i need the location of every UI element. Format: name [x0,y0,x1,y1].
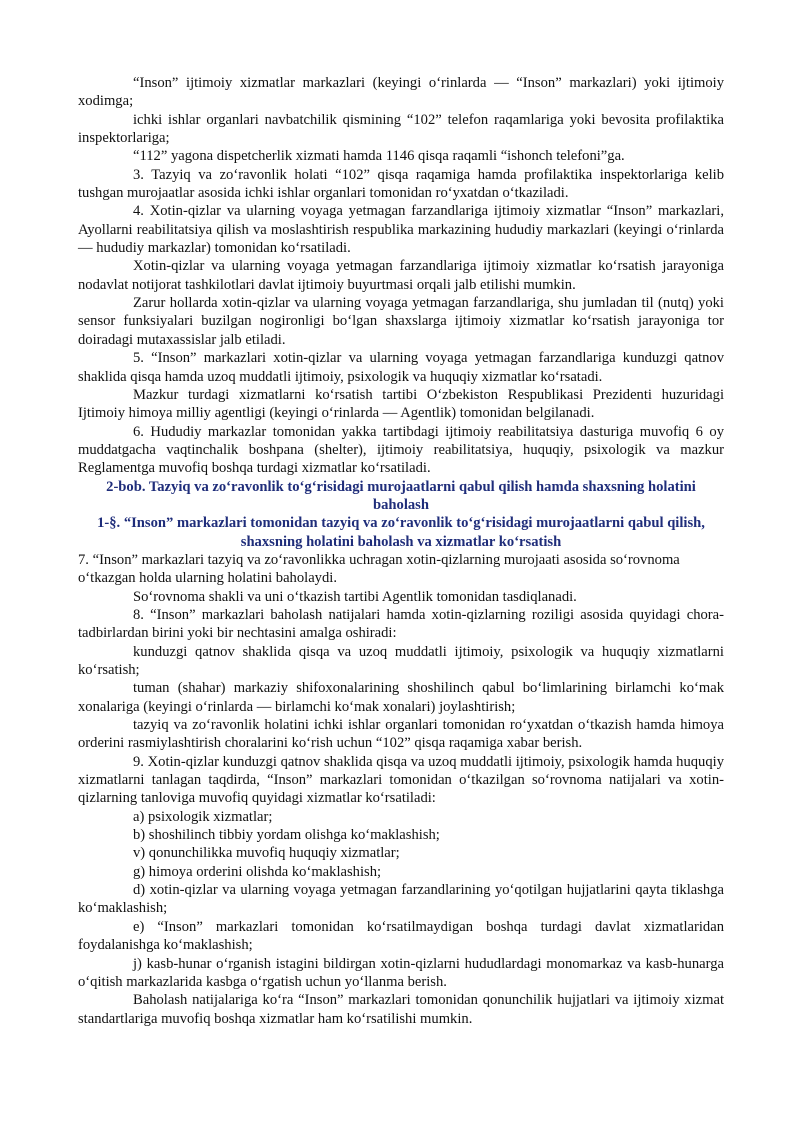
paragraph: 3. Tazyiq va zoʻravonlik holati “102” qisqa raqamiga hamda profilaktika inspektorlariga kelib tushgan murojaatlar asosida ichki ishlar organlari tomonidan roʻyxatdan oʻtkaziladi. [78,166,724,202]
paragraph: 9. Xotin-qizlar kunduzgi qatnov shaklida qisqa va uzoq muddatli ijtimoiy, psixologik hamda huquqiy xizmatlarni tanlagan taqdirda, “Inson” markazlari tomonidan oʻtkazilgan soʻrovnoma natijalari va xotin-qizlarning tanloviga muvofiq quyidagi xizmatlar koʻrsatiladi: [78,753,724,807]
list-item: a) psixologik xizmatlar; [133,808,273,825]
paragraph: Soʻrovnoma shakli va uni oʻtkazish tartibi Agentlik tomonidan tasdiqlanadi. [133,588,577,605]
paragraph: Xotin-qizlar va ularning voyaga yetmagan farzandlariga ijtimoiy xizmatlar koʻrsatish jarayoniga nodavlat notijorat tashkilotlari davlat ijtimoiy buyurtmasi orqali jalb etilishi mumkin. [78,258,724,293]
list-item: tuman (shahar) markaziy shifoxonalarining shoshilinch qabul boʻlimlarining birlamchi koʻmak xonalariga (keyingi oʻrinlarda — birlamchi koʻmak xonalari) joylashtirish; [78,680,724,715]
paragraph: Baholash natijalariga koʻra “Inson” markazlari tomonidan qonunchilik hujjatlari va ijtimoiy xizmat standartlariga muvofiq boshqa xizmatlar ham koʻrsatilishi mumkin. [78,992,724,1027]
list-item: d) xotin-qizlar va ularning voyaga yetmagan farzandlarining yoʻqotilgan hujjatlarini qayta tiklashga koʻmaklashish; [78,882,724,917]
list-item: tazyiq va zoʻravonlik holatini ichki ishlar organlari tomonidan roʻyxatdan oʻtkazish hamda himoya orderini rasmiylashtirish choralarini koʻrish uchun “102” qisqa raqamiga xabar berish. [78,717,724,752]
document-page [78,74,724,1028]
paragraph: 8. “Inson” markazlari baholash natijalari hamda xotin-qizlarning roziligi asosida quyidagi chora-tadbirlardan birini yoki bir nechtasini amalga oshiradi: [78,606,724,642]
paragraph: 7. “Inson” markazlari tazyiq va zoʻravonlikka uchragan xotin-qizlarning murojaati asosida soʻrovnoma oʻtkazgan holda ularning holatini baholaydi. [78,551,680,587]
paragraph: “Inson” ijtimoiy xizmatlar markazlari (keyingi oʻrinlarda — “Inson” markazlari) yoki ijtimoiy xodimga; [78,75,724,110]
list-item: j) kasb-hunar oʻrganish istagini bildirgan xotin-qizlarni hududlardagi monomarkaz va kasb-hunarga oʻqitish markazlarida kasbga oʻrgatish uchun yoʻllanma berish. [78,955,724,990]
paragraph: Zarur hollarda xotin-qizlar va ularning voyaga yetmagan farzandlariga, shu jumladan til (nutq) yoki sensor funksiyalari buzilgan nogironligi boʻlgan shaxslarga ijtimoiy xizmatlar koʻrsatish jarayoniga tor doiradagi mutaxassislar jalb etiladi. [78,295,724,348]
list-item: v) qonunchilikka muvofiq huquqiy xizmatlar; [133,845,400,862]
section-heading: 1-§. “Inson” markazlari tomonidan tazyiq va zoʻravonlik toʻgʻrisidagi murojaatlarni qabul qilish, shaxsning holatini baholash va xizmatlar koʻrsatish [97,515,705,550]
paragraph: “112” yagona dispetcherlik xizmati hamda 1146 qisqa raqamli “ishonch telefoni”ga. [133,148,625,165]
list-item: g) himoya orderini olishda koʻmaklashish; [133,863,382,880]
paragraph: ichki ishlar organlari navbatchilik qismining “102” telefon raqamlariga yoki bevosita profilaktika inspektorlariga; [78,111,724,147]
list-item: e) “Inson” markazlari tomonidan koʻrsatilmaydigan boshqa turdagi davlat xizmatlaridan foydalanishga koʻmaklashish; [78,918,724,954]
list-item: kunduzgi qatnov shaklida qisqa va uzoq muddatli ijtimoiy, psixologik va huquqiy xizmatlarni koʻrsatish; [78,643,724,678]
paragraph: 5. “Inson” markazlari xotin-qizlar va ularning voyaga yetmagan farzandlariga kunduzgi qatnov shaklida qisqa hamda uzoq muddatli ijtimoiy, psixologik va huquqiy xizmatlar koʻrsatadi. [78,350,724,385]
paragraph: 4. Xotin-qizlar va ularning voyaga yetmagan farzandlariga ijtimoiy xizmatlar “Inson” markazlari, Ayollarni reabilitatsiya qilish va moslashtirish respublika markazining hududiy markazlari (keyingi oʻrinlarda — hududiy markazlar) tomonidan koʻrsatiladi. [78,203,724,257]
paragraph: Mazkur turdagi xizmatlarni koʻrsatish tartibi Oʻzbekiston Respublikasi Prezidenti huzuridagi Ijtimoiy himoya milliy agentligi (keyingi oʻrinlarda — Agentlik) tomonidan belgilanadi. [78,386,724,422]
paragraph: 6. Hududiy markazlar tomonidan yakka tartibdagi ijtimoiy reabilitatsiya dasturiga muvofiq 6 oy muddatgacha vaqtinchalik boshpana (shelter), ijtimoiy reabilitatsiya, huquqiy, psixologik va mazkur Reglamentga muvofiq boshqa turdagi xizmatlar koʻrsatiladi. [78,423,724,477]
chapter-heading: 2-bob. Tazyiq va zoʻravonlik toʻgʻrisidagi murojaatlarni qabul qilish hamda shaxsning holatini baholash [106,478,696,513]
list-item: b) shoshilinch tibbiy yordam olishga koʻmaklashish; [133,827,440,844]
